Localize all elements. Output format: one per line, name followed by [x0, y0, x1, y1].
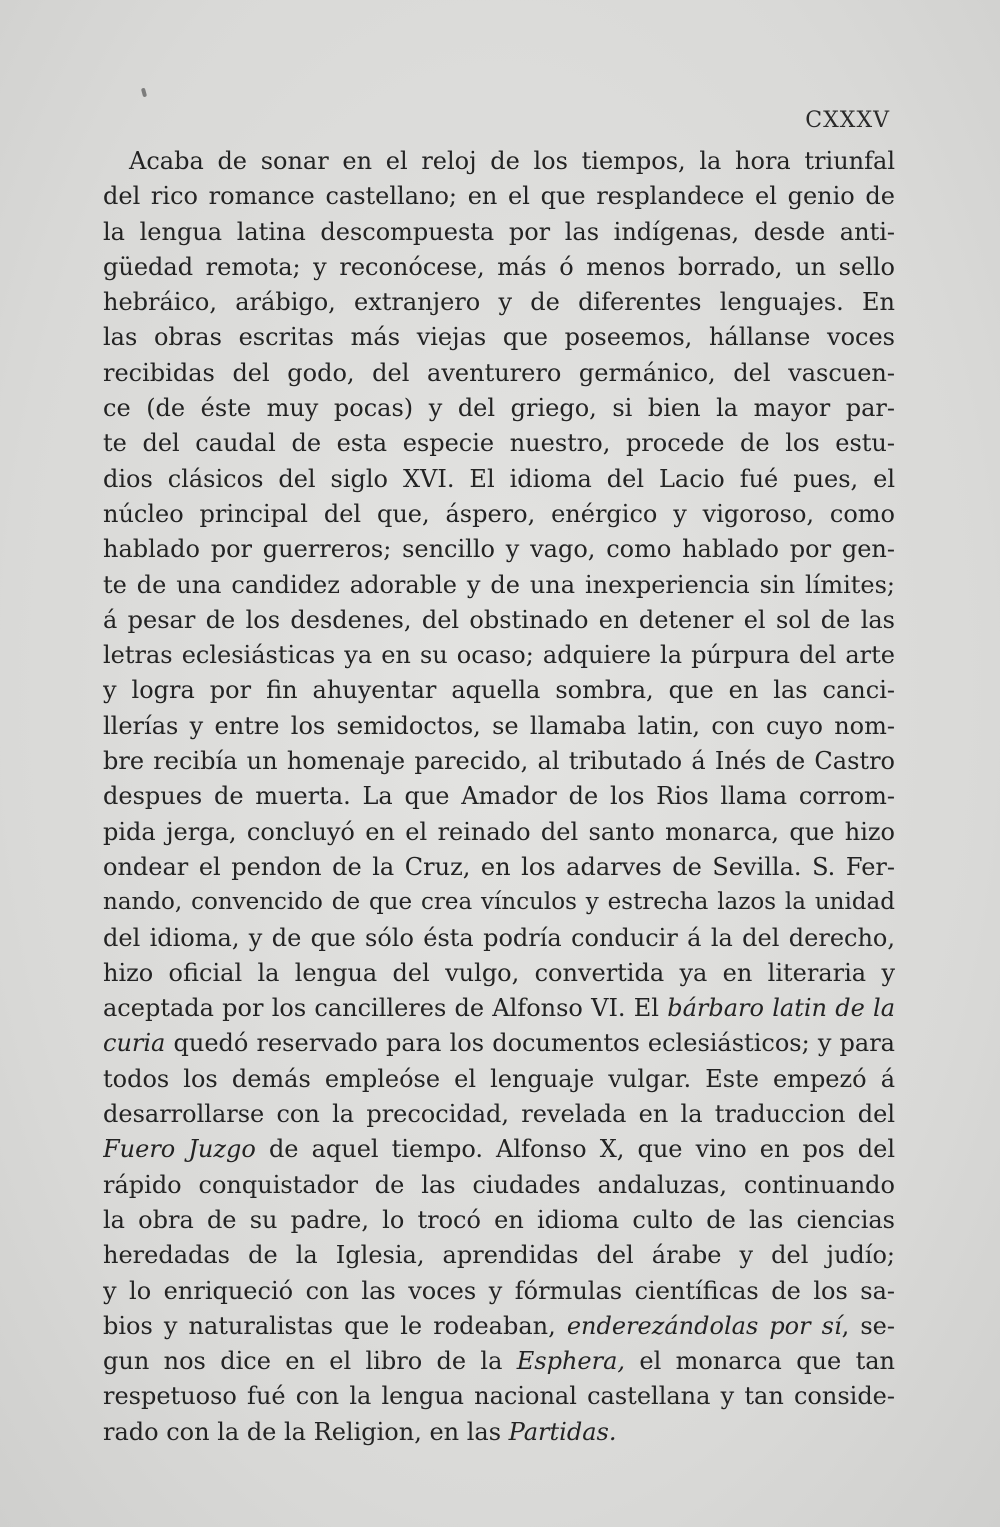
- text-segment: todos los demás empleóse el lenguaje vulgar. Este empezó á: [103, 1064, 895, 1093]
- text-segment: de aquel tiempo. Alfonso X, que vino en pos del: [255, 1135, 895, 1164]
- text-segment: la lengua latina descompuesta por las indígenas, desde anti-: [103, 217, 895, 246]
- text-segment: desarrollarse con la precocidad, revelada en la traduccion del: [103, 1100, 895, 1129]
- text-line: [103, 250, 895, 285]
- text-segment: la obra de su padre, lo trocó en idioma culto de las ciencias: [103, 1205, 895, 1234]
- text-segment: aceptada por los cancilleres de Alfonso VI. El: [103, 994, 668, 1023]
- text-line: [103, 673, 895, 708]
- text-line: [103, 285, 895, 320]
- page-number: CXXXV: [805, 108, 890, 133]
- body-paragraph: [103, 144, 895, 1450]
- text-segment: y logra por fin ahuyentar aquella sombra, que en las canci-: [103, 676, 895, 705]
- text-segment: bios y naturalistas que le rodeaban,: [103, 1311, 567, 1340]
- text-segment: recibidas del godo, del aventurero germánico, del vascuen-: [103, 358, 895, 387]
- text-line: [103, 1344, 895, 1379]
- text-line: [103, 391, 895, 426]
- text-line: [103, 144, 895, 179]
- text-segment: te de una candidez adorable y de una inexperiencia sin límites;: [103, 570, 895, 599]
- text-line: [103, 921, 895, 956]
- text-line: [103, 215, 895, 250]
- text-line: [103, 1309, 895, 1344]
- text-segment: ondear el pendon de la Cruz, en los adarves de Sevilla. S. Fer-: [103, 852, 895, 881]
- text-line: [103, 744, 895, 779]
- text-line: [103, 462, 895, 497]
- text-segment: del idioma, y de que sólo ésta podría conducir á la del derecho,: [103, 923, 895, 952]
- text-line: [103, 1274, 895, 1309]
- text-line: [103, 1168, 895, 1203]
- text-segment: despues de muerta. La que Amador de los Rios llama corrom-: [103, 782, 895, 811]
- text-line: [103, 885, 895, 920]
- text-line: [103, 426, 895, 461]
- text-segment: Acaba de sonar en el reloj de los tiempos, la hora triunfal: [129, 147, 895, 175]
- text-segment: llerías y entre los semidoctos, se llamaba latin, con cuyo nom-: [103, 711, 895, 740]
- text-segment: á pesar de los desdenes, del obstinado en detener el sol de las: [103, 605, 895, 634]
- text-segment: respetuoso fué con la lengua nacional castellana y tan conside-: [103, 1382, 895, 1411]
- text-line: [103, 1097, 895, 1132]
- text-segment: rado con la de la Religion, en las: [103, 1417, 509, 1446]
- text-segment: las obras escritas más viejas que poseemos, hállanse voces: [103, 323, 895, 352]
- text-segment: rápido conquistador de las ciudades andaluzas, continuando: [103, 1170, 895, 1199]
- text-line: [103, 709, 895, 744]
- text-line: [103, 179, 895, 214]
- text-segment: hablado por guerreros; sencillo y vago, como hablado por gen-: [103, 535, 895, 564]
- text-segment: quedó reservado para los documentos eclesiásticos; y para: [165, 1029, 895, 1058]
- text-segment: bre recibía un homenaje parecido, al tributado á Inés de Castro: [103, 747, 895, 776]
- text-line: [103, 568, 895, 603]
- text-line: [103, 497, 895, 532]
- text-segment: hebráico, arábigo, extranjero y de diferentes lenguajes. En: [103, 288, 895, 317]
- text-segment: nando, convencido de que crea vínculos y estrecha lazos la unidad: [103, 889, 895, 916]
- italic-text: enderezándolas por sí: [566, 1311, 842, 1340]
- text-line: [103, 1026, 895, 1061]
- text-line: [103, 532, 895, 567]
- text-segment: te del caudal de esta especie nuestro, procede de los estu-: [103, 429, 895, 458]
- italic-text: curia: [103, 1029, 166, 1058]
- text-line: [103, 1415, 895, 1450]
- text-segment: dios clásicos del siglo XVI. El idioma del Lacio fué pues, el: [103, 464, 895, 493]
- text-line: [103, 991, 895, 1026]
- text-line: [103, 1379, 895, 1414]
- text-line: [103, 356, 895, 391]
- text-line: [103, 1062, 895, 1097]
- text-line: [103, 603, 895, 638]
- text-line: [103, 815, 895, 850]
- text-segment: el monarca que tan: [625, 1347, 895, 1376]
- text-line: [103, 1132, 895, 1167]
- text-segment: hizo oficial la lengua del vulgo, convertida ya en literaria y: [103, 958, 895, 987]
- text-line: [103, 779, 895, 814]
- italic-text: Fuero Juzgo: [103, 1135, 256, 1164]
- text-line: [103, 1203, 895, 1238]
- text-segment: heredadas de la Iglesia, aprendidas del árabe y del judío;: [103, 1241, 895, 1270]
- text-segment: y lo enriqueció con las voces y fórmulas científicas de los sa-: [103, 1276, 895, 1305]
- text-segment: , se-: [841, 1311, 895, 1340]
- text-segment: núcleo principal del que, áspero, enérgico y vigoroso, como: [103, 499, 895, 528]
- text-segment: gun nos dice en el libro de la: [103, 1347, 517, 1376]
- text-line: [103, 638, 895, 673]
- text-segment: letras eclesiásticas ya en su ocaso; adquiere la púrpura del arte: [103, 641, 895, 670]
- text-segment: del rico romance castellano; en el que resplandece el genio de: [103, 182, 895, 211]
- text-line: [103, 320, 895, 355]
- italic-text: bárbaro latin de la: [667, 994, 895, 1023]
- text-segment: pida jerga, concluyó en el reinado del santo monarca, que hizo: [103, 817, 895, 846]
- text-segment: güedad remota; y reconócese, más ó menos borrado, un sello: [103, 252, 895, 281]
- text-line: [103, 1238, 895, 1273]
- text-segment: ce (de éste muy pocas) y del griego, si bien la mayor par-: [103, 394, 895, 423]
- text-line: [103, 850, 895, 885]
- ink-speck: [141, 88, 147, 98]
- italic-text: Partidas.: [508, 1417, 617, 1446]
- italic-text: Esphera,: [516, 1347, 626, 1376]
- text-line: [103, 956, 895, 991]
